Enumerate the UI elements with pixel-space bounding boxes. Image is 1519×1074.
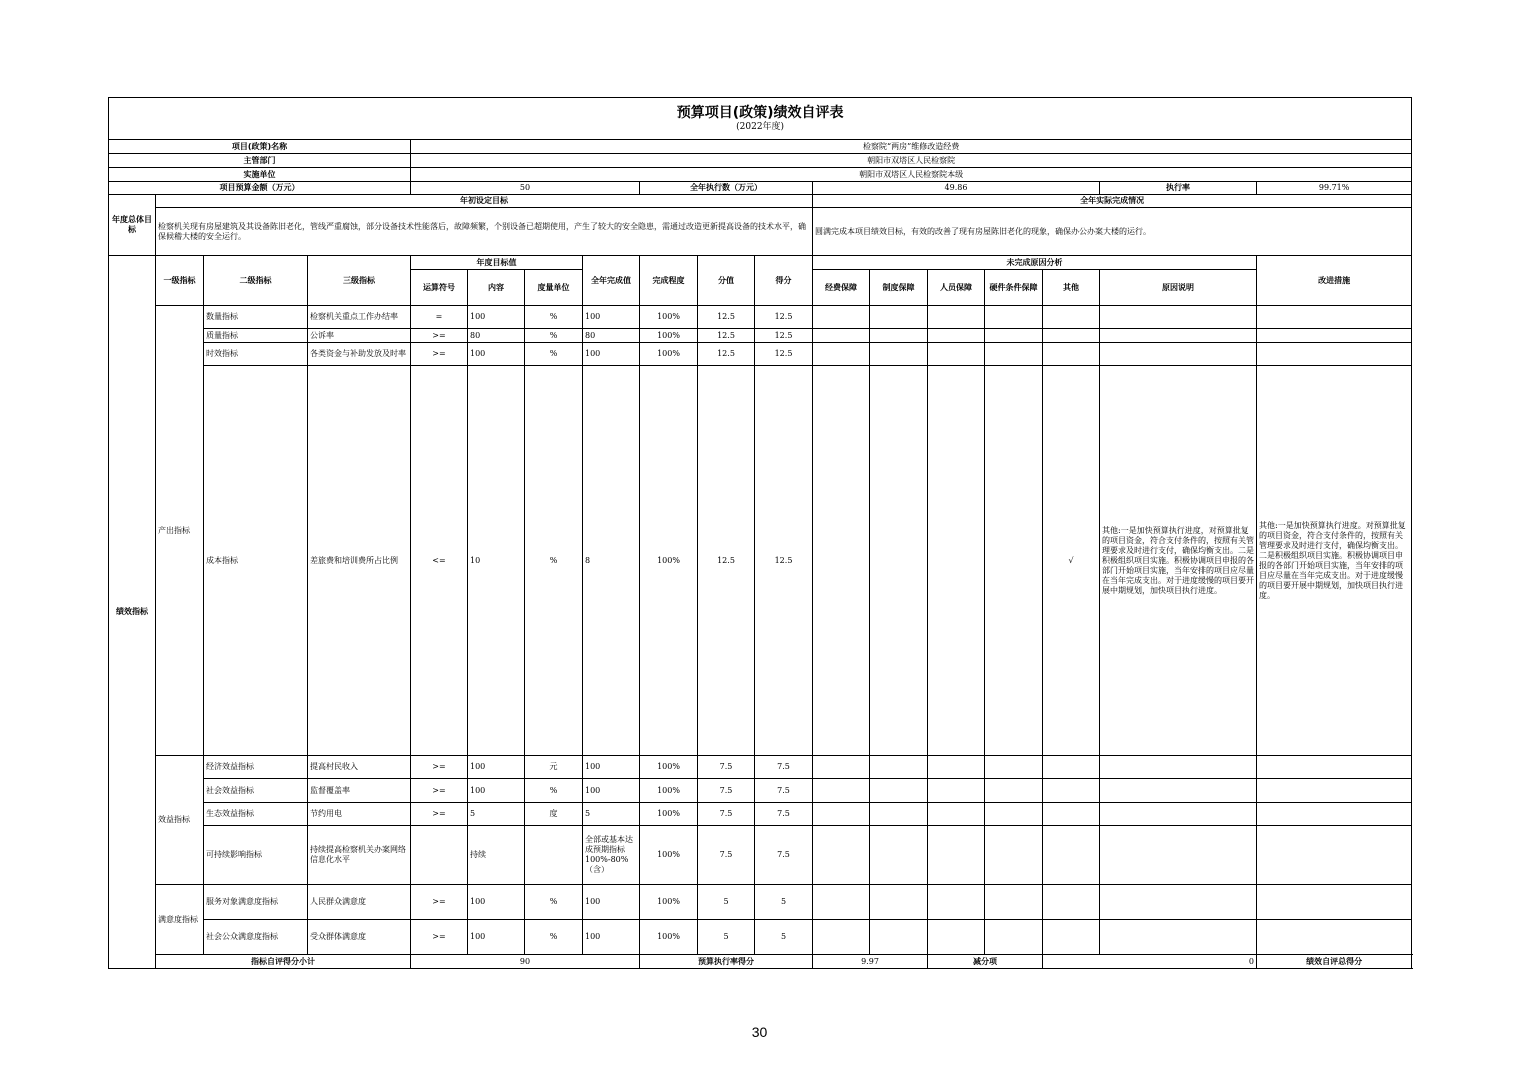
op-cell: >= xyxy=(411,885,468,920)
hardware-cell xyxy=(985,329,1043,343)
unit-cell: % xyxy=(525,885,583,920)
value-cell: 12.5 xyxy=(698,343,755,366)
l3-cell: 节约用电 xyxy=(308,803,411,826)
budget-value: 50 xyxy=(411,182,640,195)
content-cell: 100 xyxy=(468,306,525,329)
col-hardware: 硬件条件保障 xyxy=(985,270,1043,306)
unit-label: 实施单位 xyxy=(109,168,411,182)
deduct-value: 0 xyxy=(1043,955,1257,969)
col-level2: 二级指标 xyxy=(204,256,308,306)
improve-cell xyxy=(1257,803,1412,826)
system-cell xyxy=(870,306,928,329)
completion-cell: 100% xyxy=(640,803,698,826)
value-cell: 5 xyxy=(698,885,755,920)
other-cell xyxy=(1043,306,1100,329)
goals-text-row xyxy=(109,208,1412,256)
value-cell: 7.5 xyxy=(698,803,755,826)
initial-goal-text: 检察机关现有房屋建筑及其设备陈旧老化，管线严重腐蚀，部分设备技术性能落后，故障频繁，个别设备已超期使用，产生了较大的安全隐患，需通过改造更新提高设备的技术水平，确保候稽大楼的安全运行。 xyxy=(156,208,813,256)
funding-cell xyxy=(813,920,870,955)
reason-cell xyxy=(1100,920,1257,955)
executed-label: 全年执行数（万元） xyxy=(640,182,813,195)
table-row xyxy=(109,779,1412,803)
improve-cell xyxy=(1257,779,1412,803)
hardware-cell xyxy=(985,756,1043,779)
improve-cell xyxy=(1257,306,1412,329)
score-cell: 12.5 xyxy=(755,343,813,366)
actual-cell: 100 xyxy=(583,779,640,803)
improve-cell xyxy=(1257,756,1412,779)
score-cell: 7.5 xyxy=(755,826,813,885)
actual-cell: 8 xyxy=(583,366,640,756)
budget-row xyxy=(109,182,1412,195)
project-name-row xyxy=(109,140,1412,154)
completion-cell: 100% xyxy=(640,920,698,955)
content-cell: 10 xyxy=(468,366,525,756)
actual-cell: 100 xyxy=(583,306,640,329)
score-cell: 12.5 xyxy=(755,366,813,756)
page-number: 30 xyxy=(751,1024,768,1040)
content-cell: 持续 xyxy=(468,826,525,885)
deduct-label: 减分项 xyxy=(928,955,1043,969)
system-cell xyxy=(870,803,928,826)
dept-row xyxy=(109,154,1412,168)
project-name-label: 项目(政策)名称 xyxy=(109,140,411,154)
system-cell xyxy=(870,343,928,366)
improve-cell xyxy=(1257,920,1412,955)
op-cell xyxy=(411,826,468,885)
content-cell: 100 xyxy=(468,343,525,366)
hardware-cell xyxy=(985,306,1043,329)
budget-score-value: 9.97 xyxy=(813,955,928,969)
op-cell: >= xyxy=(411,343,468,366)
table-row xyxy=(109,803,1412,826)
reason-cell xyxy=(1100,343,1257,366)
rate-value: 99.71% xyxy=(1257,182,1412,195)
table-row xyxy=(109,885,1412,920)
unit-cell: 元 xyxy=(525,756,583,779)
group-output: 产出指标 xyxy=(156,306,204,756)
completion-cell: 100% xyxy=(640,343,698,366)
form-subtitle: (2022年度) xyxy=(736,122,785,132)
funding-cell xyxy=(813,756,870,779)
completion-cell: 100% xyxy=(640,366,698,756)
improve-cell xyxy=(1257,343,1412,366)
subtotal-value: 90 xyxy=(411,955,640,969)
group-benefit: 效益指标 xyxy=(156,756,204,885)
hardware-cell xyxy=(985,826,1043,885)
other-cell xyxy=(1043,343,1100,366)
column-header-row-1 xyxy=(109,256,1412,270)
system-cell xyxy=(870,920,928,955)
actual-cell: 80 xyxy=(583,329,640,343)
completion-cell: 100% xyxy=(640,779,698,803)
actual-cell: 100 xyxy=(583,920,640,955)
completion-cell: 100% xyxy=(640,885,698,920)
score-cell: 12.5 xyxy=(755,329,813,343)
content-cell: 100 xyxy=(468,920,525,955)
system-cell xyxy=(870,756,928,779)
actual-cell: 100 xyxy=(583,885,640,920)
actual-goal-label: 全年实际完成情况 xyxy=(813,195,1412,208)
completion-cell: 100% xyxy=(640,306,698,329)
l2-cell: 服务对象满意度指标 xyxy=(204,885,308,920)
budget-label: 项目预算金额（万元） xyxy=(109,182,411,195)
score-cell: 12.5 xyxy=(755,306,813,329)
col-reason: 原因说明 xyxy=(1100,270,1257,306)
l3-cell: 监督覆盖率 xyxy=(308,779,411,803)
value-cell: 12.5 xyxy=(698,306,755,329)
completion-cell: 100% xyxy=(640,826,698,885)
l2-cell: 经济效益指标 xyxy=(204,756,308,779)
other-cell xyxy=(1043,779,1100,803)
value-cell: 7.5 xyxy=(698,826,755,885)
improve-cell xyxy=(1257,885,1412,920)
l3-cell: 人民群众满意度 xyxy=(308,885,411,920)
other-check: √ xyxy=(1043,366,1100,756)
actual-cell: 100 xyxy=(583,343,640,366)
personnel-cell xyxy=(928,779,985,803)
table-row xyxy=(109,306,1412,329)
content-cell: 100 xyxy=(468,885,525,920)
completion-cell: 100% xyxy=(640,329,698,343)
rate-label: 执行率 xyxy=(1100,182,1257,195)
hardware-cell xyxy=(985,343,1043,366)
col-analysis: 未完成原因分析 xyxy=(813,256,1257,270)
op-cell: <= xyxy=(411,366,468,756)
score-cell: 7.5 xyxy=(755,803,813,826)
value-cell: 12.5 xyxy=(698,329,755,343)
unit-cell: % xyxy=(525,920,583,955)
reason-cell xyxy=(1100,803,1257,826)
col-content: 内容 xyxy=(468,270,525,306)
score-cell: 5 xyxy=(755,885,813,920)
personnel-cell xyxy=(928,756,985,779)
unit-value: 朝阳市双塔区人民检察院本级 xyxy=(411,168,1412,182)
system-cell xyxy=(870,366,928,756)
group-satisfaction: 满意度指标 xyxy=(156,885,204,955)
table-row xyxy=(109,329,1412,343)
reason-cell xyxy=(1100,306,1257,329)
table-row xyxy=(109,366,1412,756)
l2-cell: 成本指标 xyxy=(204,366,308,756)
form-title: 预算项目(政策)绩效自评表 xyxy=(676,105,844,121)
completion-cell: 100% xyxy=(640,756,698,779)
l2-cell: 质量指标 xyxy=(204,329,308,343)
table-row xyxy=(109,920,1412,955)
unit-cell: % xyxy=(525,306,583,329)
funding-cell xyxy=(813,343,870,366)
l2-cell: 数量指标 xyxy=(204,306,308,329)
l2-cell: 生态效益指标 xyxy=(204,803,308,826)
improve-cell xyxy=(1257,826,1412,885)
col-unit: 度量单位 xyxy=(525,270,583,306)
initial-goal-label: 年初设定目标 xyxy=(156,195,813,208)
score-cell: 7.5 xyxy=(755,756,813,779)
personnel-cell xyxy=(928,343,985,366)
project-name-value: 检察院“两房”维修改造经费 xyxy=(411,140,1412,154)
unit-cell: 度 xyxy=(525,803,583,826)
personnel-cell xyxy=(928,885,985,920)
hardware-cell xyxy=(985,779,1043,803)
personnel-cell xyxy=(928,329,985,343)
personnel-cell xyxy=(928,826,985,885)
total-label: 绩效自评总得分 xyxy=(1257,955,1412,969)
value-cell: 5 xyxy=(698,920,755,955)
col-annual-target: 年度目标值 xyxy=(411,256,583,270)
l2-cell: 社会效益指标 xyxy=(204,779,308,803)
table-row xyxy=(109,826,1412,885)
content-cell: 100 xyxy=(468,756,525,779)
personnel-cell xyxy=(928,803,985,826)
col-score-value: 分值 xyxy=(698,256,755,306)
dept-value: 朝阳市双塔区人民检察院 xyxy=(411,154,1412,168)
hardware-cell xyxy=(985,803,1043,826)
other-cell xyxy=(1043,803,1100,826)
l3-cell: 检察机关重点工作办结率 xyxy=(308,306,411,329)
col-completion: 完成程度 xyxy=(640,256,698,306)
goals-header-row xyxy=(109,195,1412,208)
funding-cell xyxy=(813,329,870,343)
personnel-cell xyxy=(928,920,985,955)
personnel-cell xyxy=(928,306,985,329)
reason-cell xyxy=(1100,826,1257,885)
hardware-cell xyxy=(985,885,1043,920)
unit-cell: % xyxy=(525,779,583,803)
funding-cell xyxy=(813,366,870,756)
hardware-cell xyxy=(985,366,1043,756)
system-cell xyxy=(870,826,928,885)
funding-cell xyxy=(813,885,870,920)
content-cell: 5 xyxy=(468,803,525,826)
col-personnel: 人员保障 xyxy=(928,270,985,306)
col-operator: 运算符号 xyxy=(411,270,468,306)
funding-cell xyxy=(813,306,870,329)
op-cell: >= xyxy=(411,920,468,955)
actual-goal-text: 圆满完成本项目绩效目标，有效的改善了现有房屋陈旧老化的现象，确保办公办案大楼的运行。 xyxy=(813,208,1412,256)
system-cell xyxy=(870,885,928,920)
unit-cell: % xyxy=(525,329,583,343)
indicators-section-label: 绩效指标 xyxy=(109,256,156,969)
unit-cell xyxy=(525,826,583,885)
col-level1: 一级指标 xyxy=(156,256,204,306)
col-score: 得分 xyxy=(755,256,813,306)
content-cell: 80 xyxy=(468,329,525,343)
other-cell xyxy=(1043,920,1100,955)
l3-cell: 各类资金与补助发放及时率 xyxy=(308,343,411,366)
unit-row xyxy=(109,168,1412,182)
reason-cell xyxy=(1100,756,1257,779)
unit-cell: % xyxy=(525,343,583,366)
other-cell xyxy=(1043,826,1100,885)
col-system: 制度保障 xyxy=(870,270,928,306)
hardware-cell xyxy=(985,920,1043,955)
system-cell xyxy=(870,779,928,803)
improve-cell xyxy=(1257,329,1412,343)
op-cell: = xyxy=(411,306,468,329)
table-row xyxy=(109,343,1412,366)
self-evaluation-sheet xyxy=(108,97,1411,972)
content-cell: 100 xyxy=(468,779,525,803)
other-cell xyxy=(1043,329,1100,343)
score-cell: 7.5 xyxy=(755,779,813,803)
executed-value: 49.86 xyxy=(813,182,1100,195)
reason-cell xyxy=(1100,885,1257,920)
actual-cell: 5 xyxy=(583,803,640,826)
value-cell: 12.5 xyxy=(698,366,755,756)
goals-section-label: 年度总体目标 xyxy=(109,195,156,256)
col-other: 其他 xyxy=(1043,270,1100,306)
value-cell: 7.5 xyxy=(698,779,755,803)
reason-cell: 其他:一是加快预算执行进度，对预算批复的项目资金，符合支付条件的，按照有关管理要求及时进行支付，确保均衡支出。二是积极组织项目实施。积极协调项目申报的各部门开始项目实施，当年安排的项目应尽量在当年完成支出。对于进度缓慢的项目要开展中期规划，加快项目执行进度。 xyxy=(1100,366,1257,756)
other-cell xyxy=(1043,756,1100,779)
l3-cell: 公诉率 xyxy=(308,329,411,343)
col-funding: 经费保障 xyxy=(813,270,870,306)
l2-cell: 时效指标 xyxy=(204,343,308,366)
actual-cell: 全部或基本达成预期指标100%-80%（含） xyxy=(583,826,640,885)
op-cell: >= xyxy=(411,779,468,803)
l3-cell: 持续提高检察机关办案网络信息化水平 xyxy=(308,826,411,885)
col-improvement: 改进措施 xyxy=(1257,256,1412,306)
unit-cell: % xyxy=(525,366,583,756)
op-cell: >= xyxy=(411,756,468,779)
funding-cell xyxy=(813,826,870,885)
title-cell xyxy=(109,98,1412,140)
footer-row xyxy=(109,955,1412,969)
funding-cell xyxy=(813,779,870,803)
funding-cell xyxy=(813,803,870,826)
reason-cell xyxy=(1100,779,1257,803)
table-row xyxy=(109,756,1412,779)
score-cell: 5 xyxy=(755,920,813,955)
l3-cell: 差旅费和培训费所占比例 xyxy=(308,366,411,756)
subtotal-label: 指标自评得分小计 xyxy=(156,955,411,969)
evaluation-table xyxy=(108,97,1412,969)
op-cell: >= xyxy=(411,329,468,343)
actual-cell: 100 xyxy=(583,756,640,779)
l3-cell: 受众群体满意度 xyxy=(308,920,411,955)
budget-score-label: 预算执行率得分 xyxy=(640,955,813,969)
op-cell: >= xyxy=(411,803,468,826)
col-level3: 三级指标 xyxy=(308,256,411,306)
improve-cell: 其他:一是加快预算执行进度。对预算批复的项目资金，符合支付条件的，按照有关管理要求及时进行支付，确保均衡支出。二是积极组织项目实施。积极协调项目申报的各部门开始项目实施，当年安排的项目应尽量在当年完成支出。对于进度缓慢的项目要开展中期规划，加快项目执行进度。 xyxy=(1257,366,1412,756)
l2-cell: 社会公众满意度指标 xyxy=(204,920,308,955)
other-cell xyxy=(1043,885,1100,920)
title-row xyxy=(109,98,1412,140)
personnel-cell xyxy=(928,366,985,756)
col-actual: 全年完成值 xyxy=(583,256,640,306)
dept-label: 主管部门 xyxy=(109,154,411,168)
reason-cell xyxy=(1100,329,1257,343)
l2-cell: 可持续影响指标 xyxy=(204,826,308,885)
value-cell: 7.5 xyxy=(698,756,755,779)
l3-cell: 提高村民收入 xyxy=(308,756,411,779)
system-cell xyxy=(870,329,928,343)
